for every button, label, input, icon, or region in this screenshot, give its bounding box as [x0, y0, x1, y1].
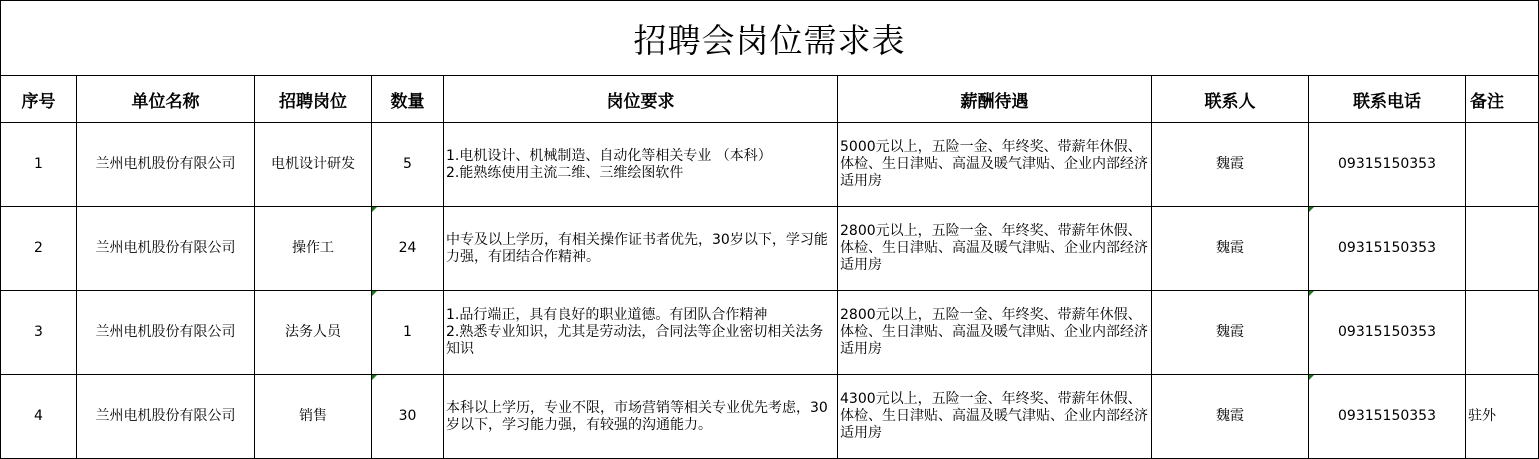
- header-note: 备注: [1466, 76, 1539, 123]
- cell-position: 销售: [255, 375, 372, 459]
- cell-note: [1466, 207, 1539, 291]
- cell-note: [1466, 123, 1539, 207]
- cell-salary: 2800元以上，五险一金、年终奖、带薪年休假、体检、生日津贴、高温及暖气津贴、企业内部经济适用房: [838, 291, 1152, 375]
- cell-index: 2: [1, 207, 77, 291]
- cell-requirements: 1.电机设计、机械制造、自动化等相关专业 （本科） 2.能熟练使用主流二维、三维绘图软件: [444, 123, 838, 207]
- table-row: [1, 291, 1539, 375]
- header-contact: 联系人: [1152, 76, 1309, 123]
- table-title: 招聘会岗位需求表: [1, 1, 1539, 76]
- cell-salary: 5000元以上，五险一金、年终奖、带薪年休假、体检、生日津贴、高温及暖气津贴、企业内部经济适用房: [838, 123, 1152, 207]
- cell-company: 兰州电机股份有限公司: [77, 375, 255, 459]
- table-row: [1, 207, 1539, 291]
- cell-contact: 魏霞: [1152, 207, 1309, 291]
- cell-company: 兰州电机股份有限公司: [77, 207, 255, 291]
- cell-phone: 09315150353: [1309, 123, 1466, 207]
- table-row: [1, 123, 1539, 207]
- cell-count: 30: [372, 375, 444, 459]
- cell-salary: 4300元以上，五险一金、年终奖、带薪年休假、体检、生日津贴、高温及暖气津贴、企业内部经济适用房: [838, 375, 1152, 459]
- header-requirements: 岗位要求: [444, 76, 838, 123]
- cell-requirements: 1.品行端正，具有良好的职业道德。有团队合作精神 2.熟悉专业知识，尤其是劳动法，合同法等企业密切相关法务知识: [444, 291, 838, 375]
- cell-note: 驻外: [1466, 375, 1539, 459]
- cell-phone: 09315150353: [1309, 291, 1466, 375]
- cell-note: [1466, 291, 1539, 375]
- cell-requirements: 中专及以上学历，有相关操作证书者优先，30岁以下，学习能力强，有团结合作精神。: [444, 207, 838, 291]
- cell-count: 1: [372, 291, 444, 375]
- cell-count: 5: [372, 123, 444, 207]
- cell-company: 兰州电机股份有限公司: [77, 291, 255, 375]
- header-company: 单位名称: [77, 76, 255, 123]
- header-salary: 薪酬待遇: [838, 76, 1152, 123]
- cell-position: 操作工: [255, 207, 372, 291]
- cell-company: 兰州电机股份有限公司: [77, 123, 255, 207]
- cell-requirements: 本科以上学历，专业不限，市场营销等相关专业优先考虑，30岁以下，学习能力强，有较强的沟通能力。: [444, 375, 838, 459]
- header-row: [1, 76, 1539, 123]
- cell-contact: 魏霞: [1152, 291, 1309, 375]
- cell-phone: 09315150353: [1309, 207, 1466, 291]
- cell-index: 4: [1, 375, 77, 459]
- cell-position: 电机设计研发: [255, 123, 372, 207]
- cell-position: 法务人员: [255, 291, 372, 375]
- cell-contact: 魏霞: [1152, 123, 1309, 207]
- cell-phone: 09315150353: [1309, 375, 1466, 459]
- cell-count: 24: [372, 207, 444, 291]
- cell-index: 3: [1, 291, 77, 375]
- header-position: 招聘岗位: [255, 76, 372, 123]
- table-row: [1, 375, 1539, 459]
- header-count: 数量: [372, 76, 444, 123]
- header-phone: 联系电话: [1309, 76, 1466, 123]
- cell-index: 1: [1, 123, 77, 207]
- header-index: 序号: [1, 76, 77, 123]
- cell-salary: 2800元以上，五险一金、年终奖、带薪年休假、体检、生日津贴、高温及暖气津贴、企业内部经济适用房: [838, 207, 1152, 291]
- cell-contact: 魏霞: [1152, 375, 1309, 459]
